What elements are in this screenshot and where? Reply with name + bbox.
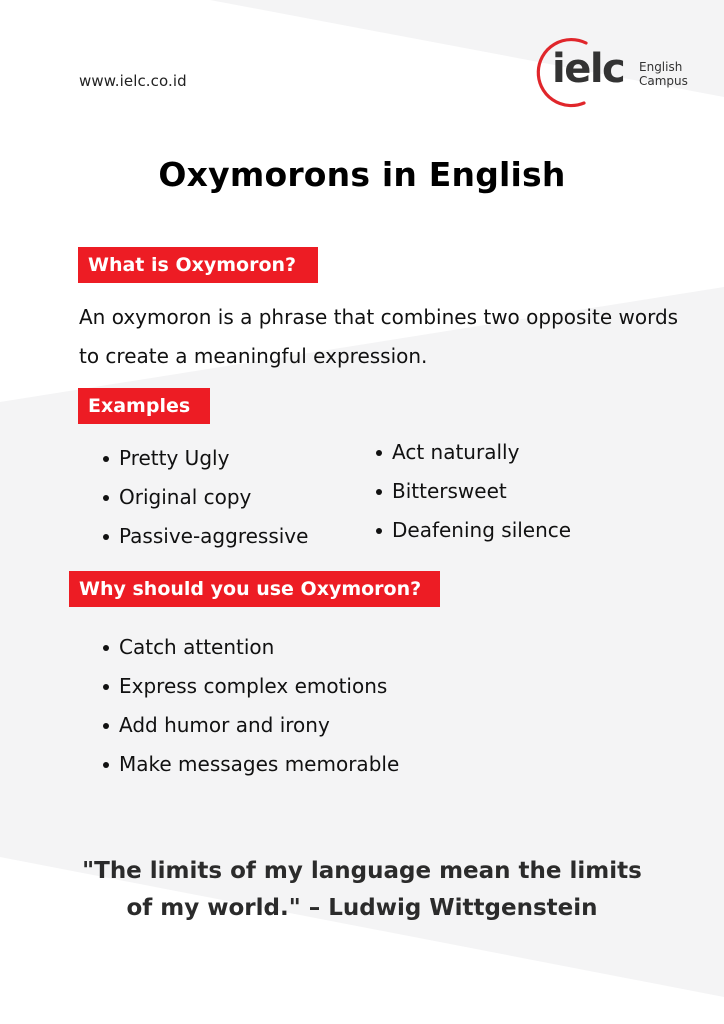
list-item	[103, 667, 399, 706]
website-url: www.ielc.co.id	[79, 72, 187, 90]
section-heading-definition: What is Oxymoron?	[78, 247, 318, 283]
list-item-text: Express complex emotions	[119, 674, 388, 698]
logo-subtitle	[639, 60, 688, 88]
bullet-icon	[103, 645, 109, 651]
list-item-text: Catch attention	[119, 635, 275, 659]
definition-paragraph: An oxymoron is a phrase that combines two opposite words to create a meaningful expression.	[79, 305, 679, 368]
list-item-text: Add humor and irony	[119, 713, 330, 737]
bullet-icon	[103, 495, 109, 501]
examples-list-left	[103, 439, 308, 556]
bullet-icon	[103, 684, 109, 690]
list-item	[103, 628, 399, 667]
bullet-icon	[376, 528, 382, 534]
list-item-text: Bittersweet	[392, 479, 507, 503]
list-item-text: Deafening silence	[392, 518, 572, 542]
list-item	[376, 433, 571, 472]
reasons-list	[103, 628, 399, 784]
list-item	[103, 706, 399, 745]
list-item	[103, 478, 308, 517]
list-item	[103, 517, 308, 556]
section-heading-reasons: Why should you use Oxymoron?	[69, 571, 440, 607]
ielc-logo	[534, 34, 694, 114]
section-heading-examples: Examples	[78, 388, 210, 424]
quote-line-1: "The limits of my language mean the limits	[82, 858, 642, 884]
page-title: Oxymorons in English	[158, 155, 566, 194]
quote-block	[0, 853, 724, 927]
bullet-icon	[376, 489, 382, 495]
logo-wordmark: ielc	[552, 46, 625, 92]
bullet-icon	[103, 723, 109, 729]
logo-subtitle-line1: English	[639, 60, 683, 74]
logo-subtitle-line2: Campus	[639, 74, 688, 88]
list-item-text: Make messages memorable	[119, 752, 400, 776]
list-item-text: Pretty Ugly	[119, 446, 230, 470]
list-item-text: Original copy	[119, 485, 252, 509]
list-item	[103, 439, 308, 478]
bullet-icon	[103, 762, 109, 768]
list-item-text: Act naturally	[392, 440, 520, 464]
list-item	[103, 745, 399, 784]
bullet-icon	[103, 534, 109, 540]
bullet-icon	[103, 456, 109, 462]
examples-list-right	[376, 433, 571, 550]
list-item	[376, 472, 571, 511]
list-item-text: Passive-aggressive	[119, 524, 309, 548]
bullet-icon	[376, 450, 382, 456]
list-item	[376, 511, 571, 550]
quote-line-2: of my world." – Ludwig Wittgenstein	[126, 895, 598, 921]
